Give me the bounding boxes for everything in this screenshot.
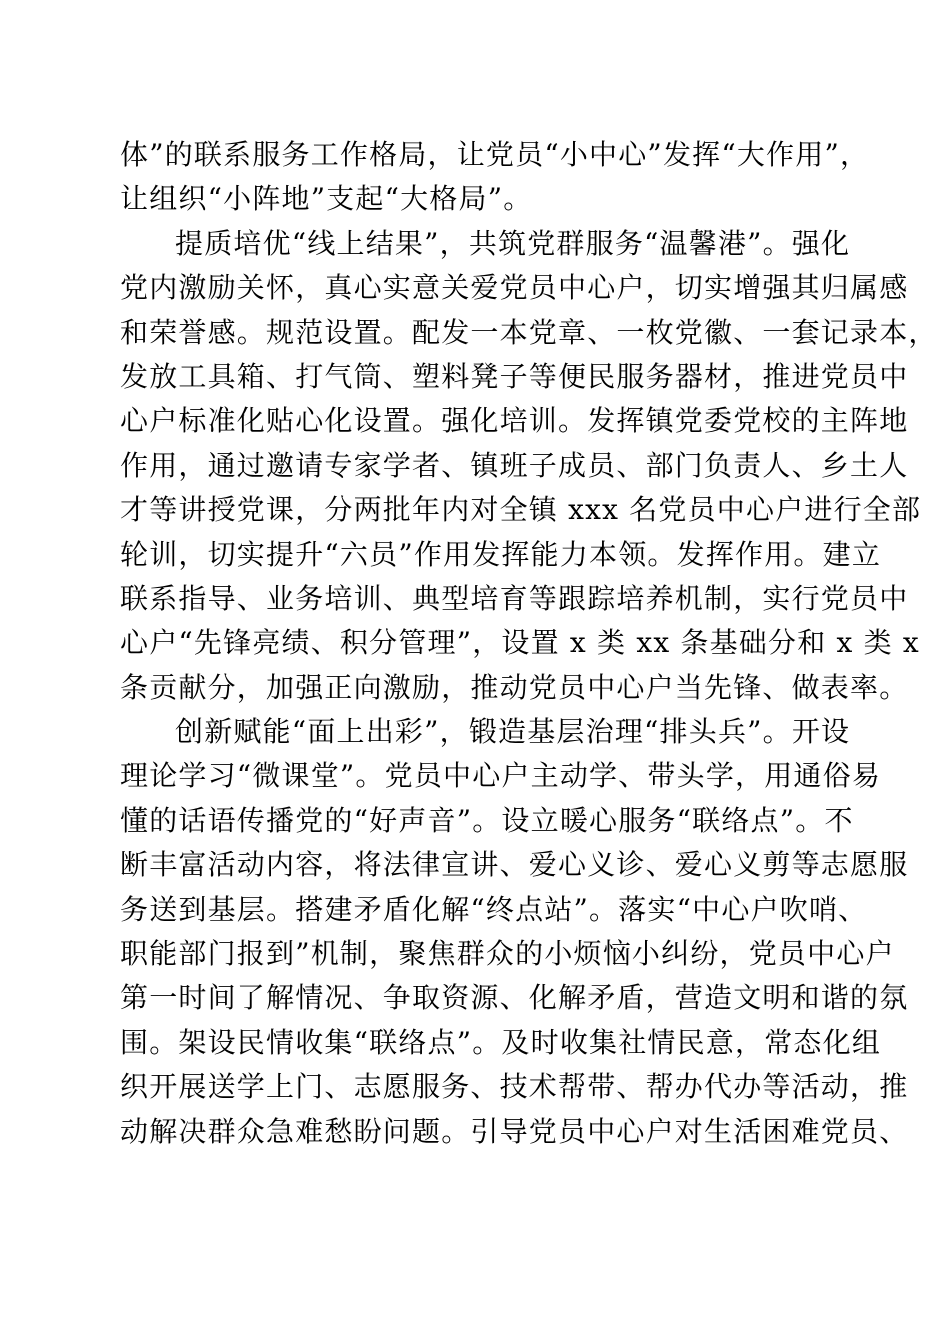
text-line: 党内激励关怀，真心实意关爱党员中心户，切实增强其归属感 — [120, 271, 909, 305]
paragraph-start-line: 创新赋能“面上出彩”，锻造基层治理“排头兵”。开设 — [175, 715, 851, 749]
paragraph-start-line: 提质培优“线上结果”，共筑党群服务“温馨港”。强化 — [175, 226, 851, 260]
text-line: 联系指导、业务培训、典型培育等跟踪培养机制，实行党员中 — [120, 581, 909, 615]
text-line: 发放工具箱、打气筒、塑料凳子等便民服务器材，推进党员中 — [120, 359, 909, 393]
text-line: 动解决群众急难愁盼问题。引导党员中心户对生活困难党员、 — [120, 1114, 909, 1148]
text-line: 体”的联系服务工作格局，让党员“小中心”发挥“大作用”， — [120, 138, 870, 171]
text-line: 职能部门报到”机制，聚焦群众的小烦恼小纠纷，党员中心户 — [120, 937, 895, 971]
text-line: 围。架设民情收集“联络点”。及时收集社情民意，常态化组 — [120, 1025, 882, 1059]
text-line: 务送到基层。搭建矛盾化解“终点站”。落实“中心户吹哨、 — [120, 892, 868, 926]
text-line: 懂的话语传播党的“好声音”。设立暖心服务“联络点”。不 — [120, 803, 854, 837]
body-text — [120, 133, 938, 1154]
text-line: 和荣誉感。规范设置。配发一本党章、一枚党徽、一套记录本， — [120, 315, 938, 349]
text-line: 条贡献分，加强正向激励，推动党员中心户当先锋、做表率。 — [120, 670, 909, 704]
text-line: 第一时间了解情况、争取资源、化解矛盾，营造文明和谐的氛 — [120, 981, 909, 1015]
text-line: 作用，通过邀请专家学者、镇班子成员、部门负责人、乡土人 — [120, 448, 909, 482]
text-line: 理论学习“微课堂”。党员中心户主动学、带头学，用通俗易 — [120, 759, 882, 793]
text-line: 才等讲授党课，分两批年内对全镇 xxx 名党员中心户进行全部 — [120, 493, 922, 527]
text-line: 心户“先锋亮绩、积分管理”，设置 x 类 xx 条基础分和 x 类 x — [120, 626, 920, 660]
text-line: 让组织“小阵地”支起“大格局”。 — [120, 182, 533, 216]
text-line: 断丰富活动内容，将法律宣讲、爱心义诊、爱心义剪等志愿服 — [120, 848, 909, 882]
text-line: 织开展送学上门、志愿服务、技术帮带、帮办代办等活动，推 — [120, 1070, 909, 1104]
text-line: 轮训，切实提升“六员”作用发挥能力本领。发挥作用。建立 — [120, 537, 882, 571]
text-line: 心户标准化贴心化设置。强化培训。发挥镇党委党校的主阵地 — [120, 404, 909, 438]
